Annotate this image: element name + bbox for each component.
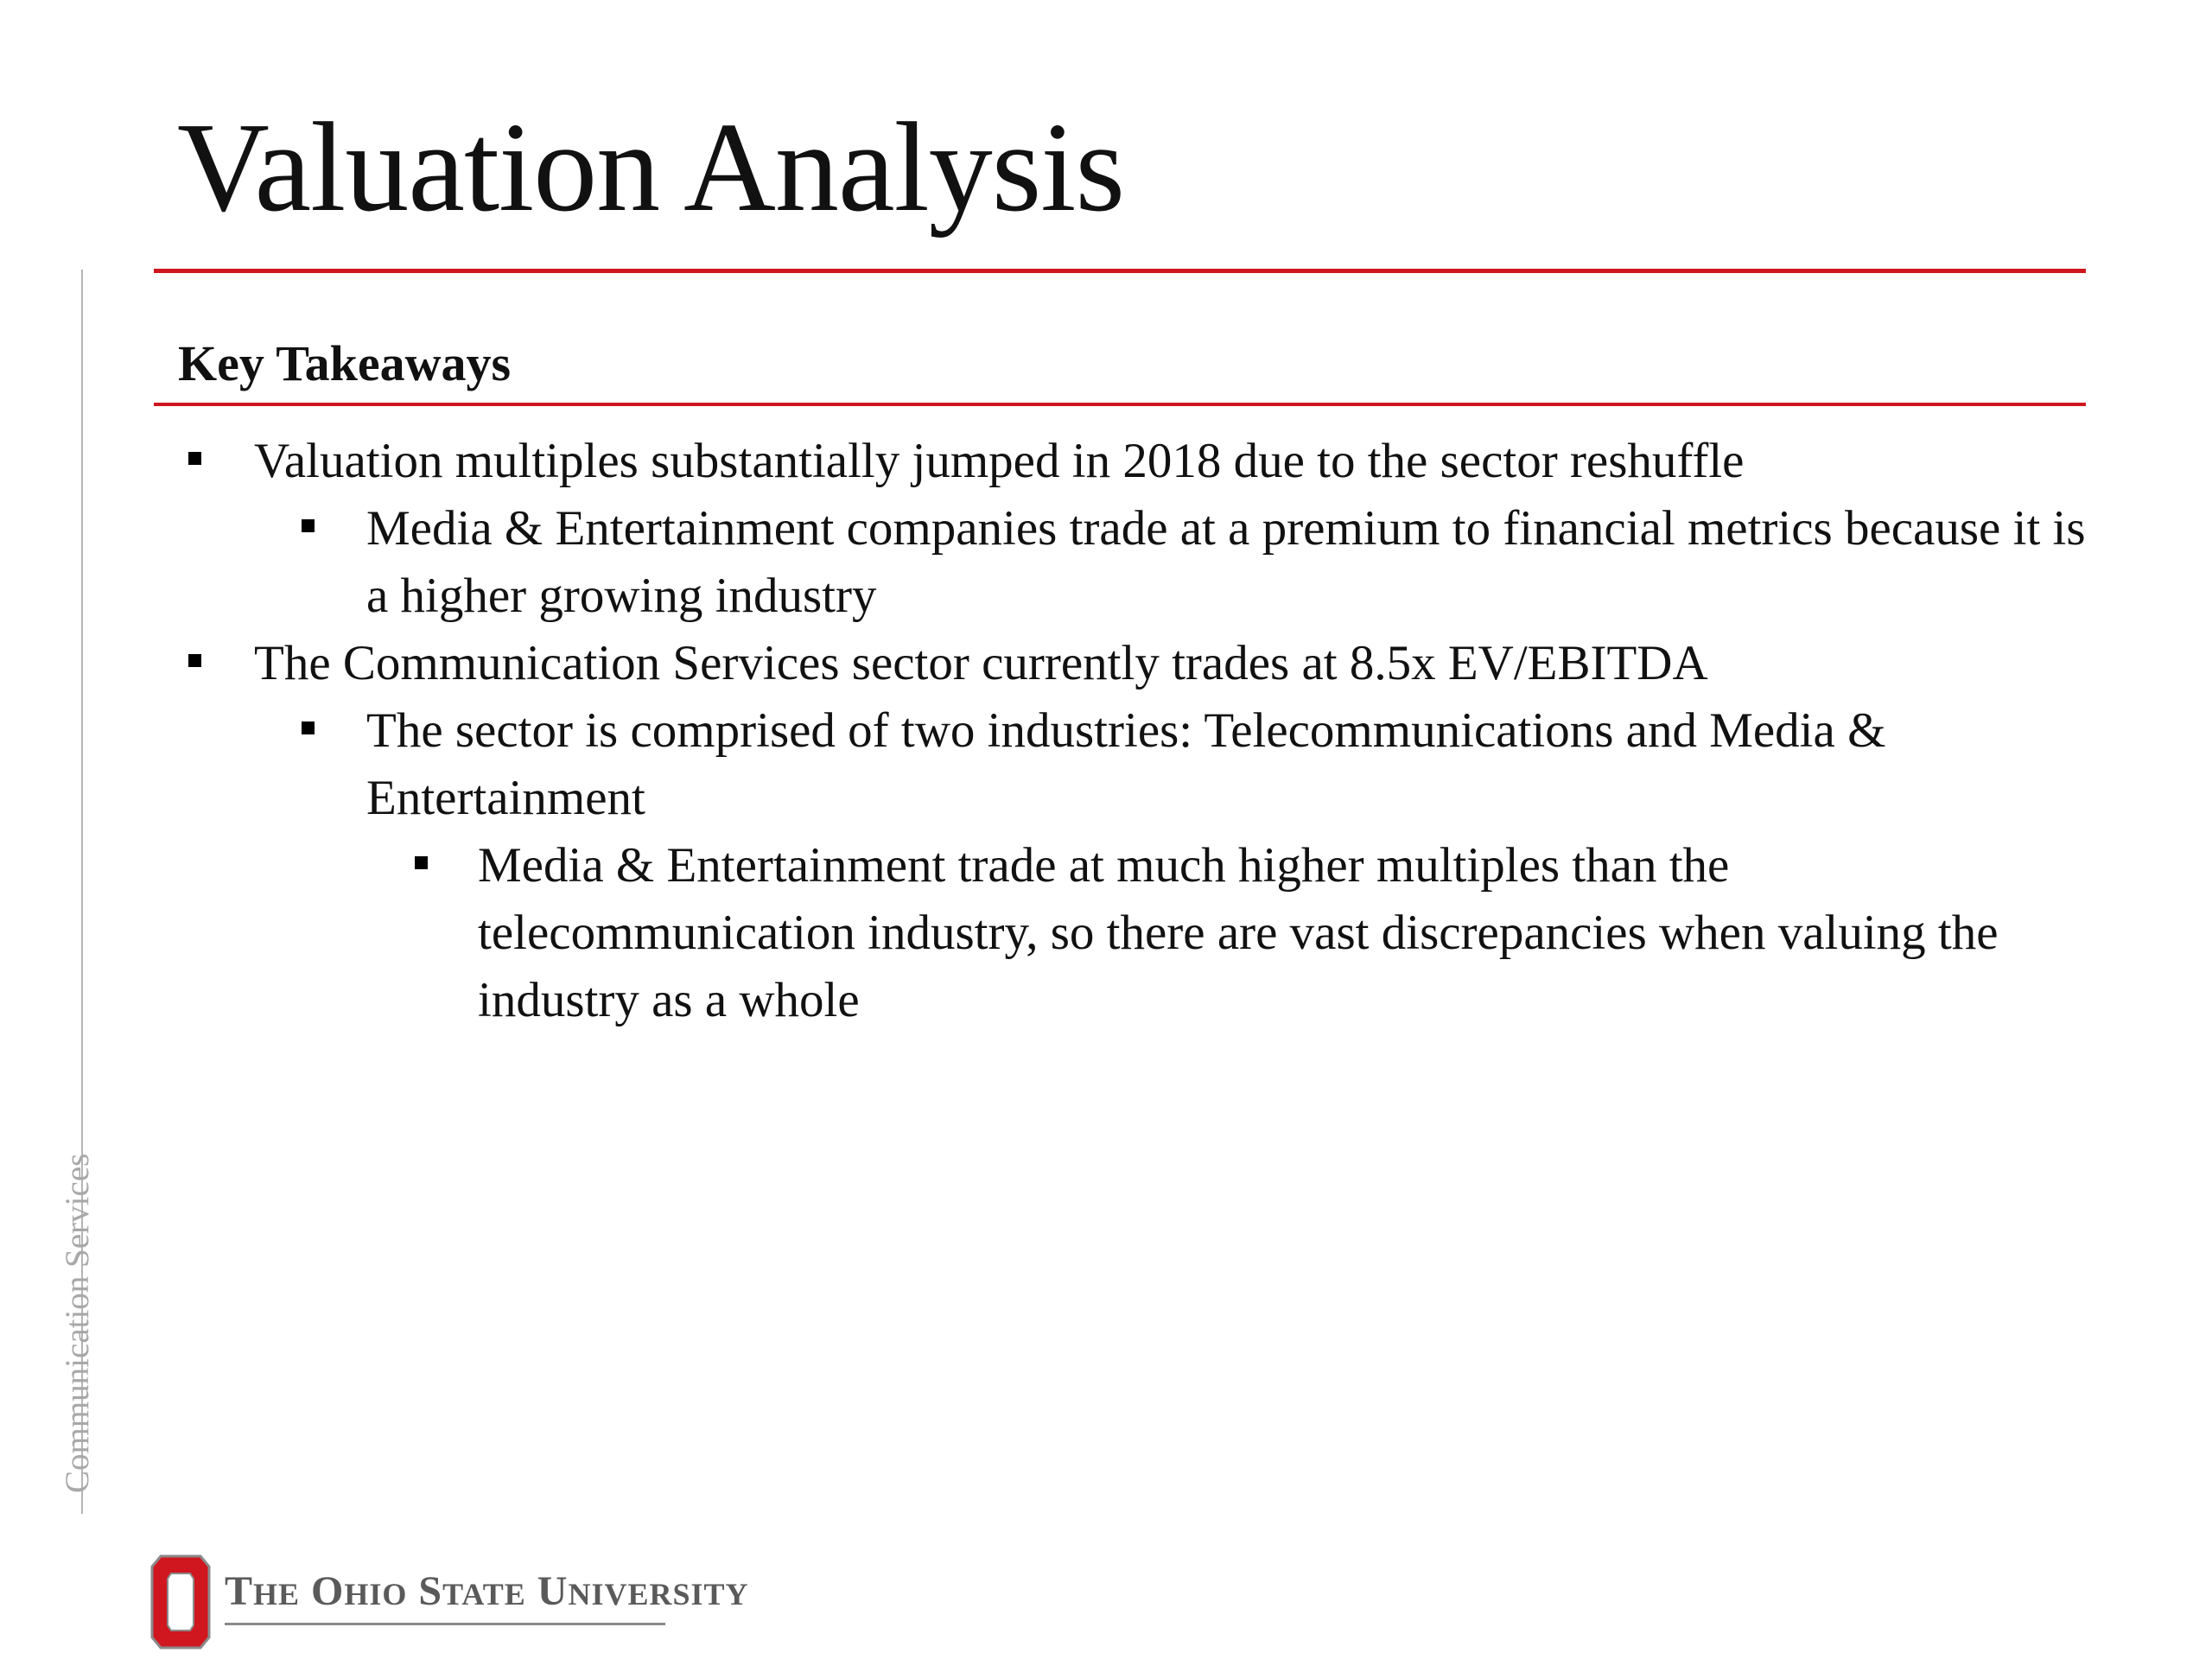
wordmark-rest: HIO — [344, 1577, 408, 1611]
section-divider — [154, 403, 2086, 406]
square-bullet-icon — [302, 519, 315, 532]
wordmark-initial: U — [537, 1568, 569, 1614]
bullet-text: Media & Entertainment trade at much higher multiples than the telecommunication industry, so there are vast discrepancies when valuing the industry as a whole — [478, 838, 1999, 1027]
bullet-text: Valuation multiples substantially jumped in 2018 due to the sector reshuffle — [254, 434, 1745, 488]
bullet-item — [0, 428, 2091, 495]
university-wordmark — [225, 1568, 749, 1614]
bullet-list — [0, 428, 2091, 1034]
section-heading: Key Takeaways — [178, 335, 512, 391]
wordmark-rest: NIVERSITY — [568, 1577, 749, 1611]
bullet-item — [0, 832, 2091, 1034]
wordmark-initial: T — [225, 1568, 254, 1614]
bullet-item — [0, 630, 2091, 697]
square-bullet-icon — [188, 452, 201, 465]
slide-title: Valuation Analysis — [177, 97, 1125, 238]
wordmark-rest: HE — [253, 1577, 301, 1611]
bullet-text: Media & Entertainment companies trade at a premium to financial metrics because it is a higher growing industry — [366, 501, 2086, 623]
square-bullet-icon — [302, 721, 315, 734]
title-divider — [154, 269, 2086, 273]
block-o-logo-icon — [149, 1551, 213, 1653]
bullet-text: The Communication Services sector currently trades at 8.5x EV/EBITDA — [254, 636, 1708, 690]
bullet-item — [0, 697, 2091, 832]
wordmark-initial: S — [418, 1568, 443, 1614]
square-bullet-icon — [188, 654, 201, 667]
bullet-item — [0, 495, 2091, 630]
square-bullet-icon — [415, 856, 428, 869]
wordmark-rest: TATE — [442, 1577, 526, 1611]
wordmark-underline — [225, 1623, 665, 1625]
wordmark-initial: O — [311, 1568, 345, 1614]
bullet-text: The sector is comprised of two industries: Telecommunications and Media & Entertainment — [366, 703, 1886, 825]
side-section-label: Communication Services — [59, 1153, 96, 1493]
